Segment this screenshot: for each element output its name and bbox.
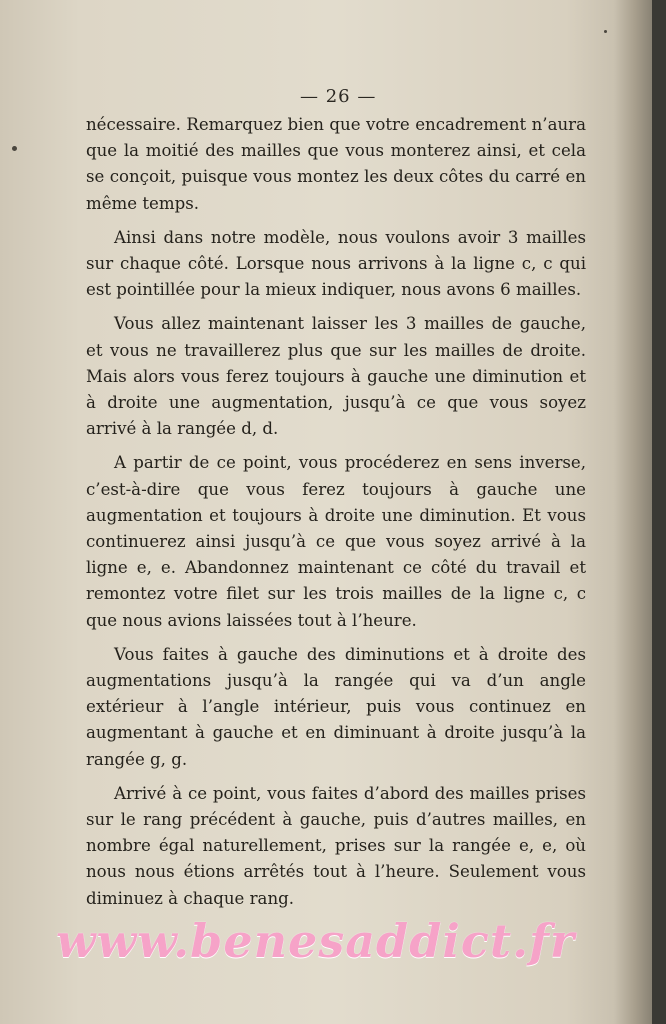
paragraph: Arrivé à ce point, vous faites d’abord des mailles prises sur le rang précédent à gauche, puis d’autres mailles, en nombre égal naturellement, prises sur la rangée e, e, où nous nous étions arrêtés tout à l’heure. Seulement vous diminuez à chaque rang. [86, 783, 586, 908]
book-binding-shadow [652, 0, 666, 1024]
paragraph: Vous faites à gauche des diminutions et à droite des augmentations jusqu’à la rangée qui va d’un angle extérieur à l’angle intérieur, puis vous continuez en augmentant à gauche et en diminuant à droite jusqu’à la rangée g, g. [86, 644, 586, 769]
paper-speck [604, 30, 607, 33]
watermark: www.benesaddict.fr [56, 914, 576, 968]
paragraph: A partir de ce point, vous procéderez en sens inverse, c’est-à-dire que vous ferez toujours à gauche une augmentation et toujours à droite une diminution. Et vous continuerez ainsi jusqu’à ce que vous soyez arrivé à la ligne e, e. Abandonnez maintenant ce côté du travail et remontez votre filet sur les trois mailles de la ligne c, c que nous avions laissées tout à l’heure. [86, 453, 586, 630]
paragraph: Ainsi dans notre modèle, nous voulons avoir 3 mailles sur chaque côté. Lorsque nous arrivons à la ligne c, c qui est pointillée pour la mieux indiquer, nous avons 6 mailles. [86, 227, 586, 300]
page-body [86, 112, 586, 920]
paper-speck [12, 146, 17, 151]
paragraph: Vous allez maintenant laisser les 3 mailles de gauche, et vous ne travaillerez plus que sur les mailles de droite. Mais alors vous ferez toujours à gauche une diminution et à droite une augmentation, jusqu’à ce que vous soyez arrivé à la rangée d, d. [86, 314, 586, 439]
paragraph: nécessaire. Remarquez bien que votre encadrement n’aura que la moitié des mailles que vous monterez ainsi, et cela se conçoit, puisque vous montez les deux côtes du carré en même temps. [86, 115, 586, 213]
page-number: — 26 — [300, 86, 377, 107]
